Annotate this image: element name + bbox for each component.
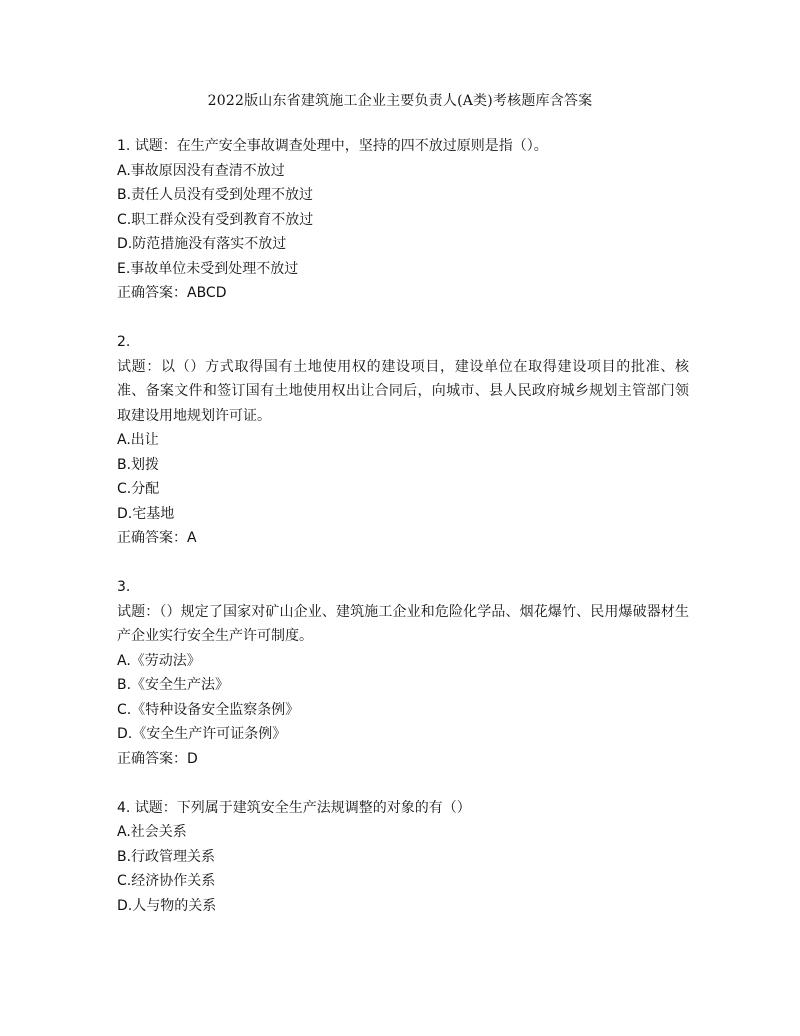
- option-b: B.行政管理关系: [117, 848, 216, 865]
- question-1: [117, 134, 689, 306]
- question-number: 3.: [117, 579, 131, 595]
- question-1-header: [117, 134, 689, 159]
- question-stem: 试题：（）规定了国家对矿山企业、建筑施工企业和危险化学品、烟花爆竹、民用爆破器材生产企业实行安全生产许可制度。: [117, 603, 689, 644]
- correct-answer: 正确答案：ABCD: [117, 285, 227, 301]
- option-d: D.《安全生产许可证条例》: [117, 726, 287, 742]
- option-a: A.《劳动法》: [117, 652, 201, 669]
- option-c: C.分配: [117, 481, 160, 497]
- question-4: [117, 796, 689, 919]
- option-c: C.职工群众没有受到教育不放过: [117, 211, 314, 228]
- question-stem: 试题：在生产安全事故调查处理中，坚持的四不放过原则是指（）。: [134, 138, 548, 154]
- question-number: 2.: [117, 334, 131, 350]
- question-number: 1.: [117, 138, 131, 154]
- question-number: 4.: [117, 799, 131, 816]
- question-2: [117, 330, 689, 551]
- question-stem: 试题：以（）方式取得国有土地使用权的建设项目，建设单位在取得建设项目的批准、核准、备案文件和签订国有土地使用权出让合同后，向城市、县人民政府城乡规划主管部门领取建设用地规划许可证。: [117, 358, 689, 424]
- option-d: D.人与物的关系: [117, 897, 217, 914]
- option-e: E.事故单位未受到处理不放过: [117, 260, 299, 277]
- option-c: C.《特种设备安全监察条例》: [117, 701, 300, 718]
- question-stem: 试题：下列属于建筑安全生产法规调整的对象的有（）: [134, 799, 471, 816]
- option-a: A.事故原因没有查清不放过: [117, 162, 285, 179]
- option-b: B.责任人员没有受到处理不放过: [117, 187, 314, 203]
- option-b: B.划拨: [117, 456, 160, 473]
- document-title: 2022版山东省建筑施工企业主要负责人(A类)考核题库含答案: [207, 93, 593, 109]
- option-d: D.宅基地: [117, 505, 175, 522]
- option-a: A.出让: [117, 432, 159, 448]
- question-4-header: [117, 796, 689, 821]
- option-c: C.经济协作关系: [117, 873, 216, 889]
- option-b: B.《安全生产法》: [117, 677, 230, 693]
- option-d: D.防范措施没有落实不放过: [117, 236, 287, 252]
- correct-answer: 正确答案：D: [117, 750, 198, 767]
- question-list: [117, 134, 689, 918]
- correct-answer: 正确答案：A: [117, 530, 197, 546]
- question-3: [117, 575, 689, 771]
- option-a: A.社会关系: [117, 824, 187, 840]
